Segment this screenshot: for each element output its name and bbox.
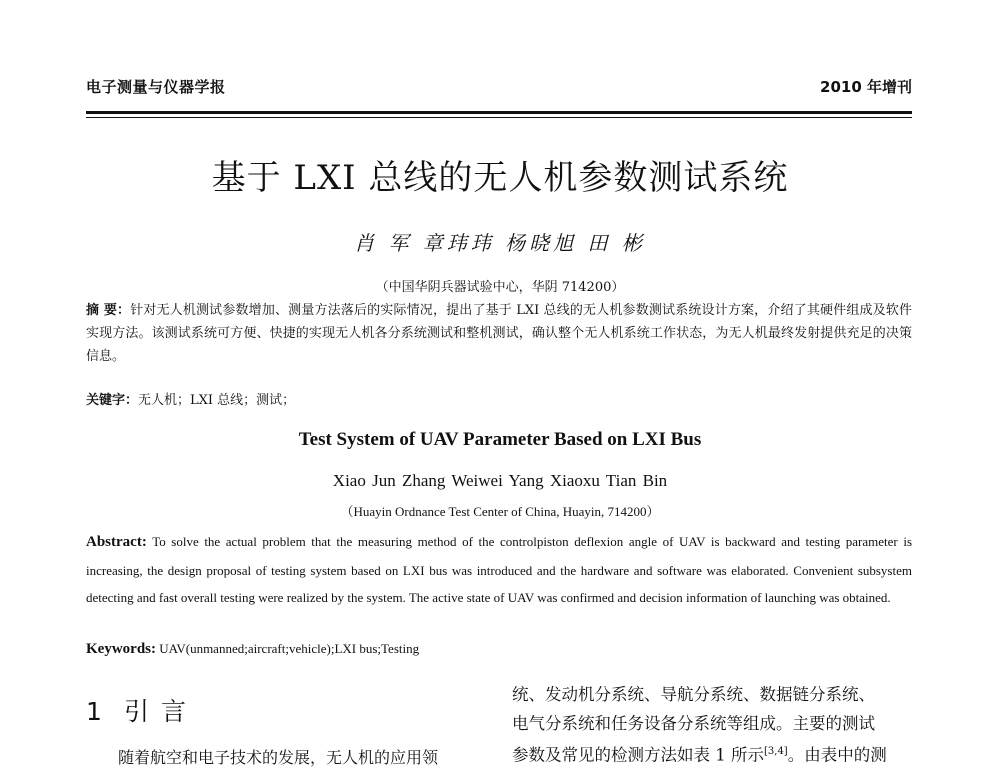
body-right-line3-tail: 。由表中的测 [787,745,887,765]
journal-name: 电子测量与仪器学报 [86,78,226,96]
abstract-en-label: Abstract: [86,534,147,550]
abstract-cn [86,299,912,368]
body-right-line3-text: 参数及常见的检测方法如表 1 所示 [512,745,764,765]
paper-title-cn: 基于 LXI 总线的无人机参数测试系统 [211,158,789,198]
affiliation-en: （Huayin Ordnance Test Center of China, Huayin, 714200） [340,504,660,519]
abstract-en [86,528,912,612]
abstract-cn-text: 针对无人机测试参数增加、测量方法落后的实际情况，提出了基于 LXI 总线的无人机参数测试系统设计方案，介绍了其硬件组成及软件实现方法。该测试系统可方便、快捷的实现无人机各分系统测试和整机测试，确认整个无人机系统工作状态，为无人机最终发射提供充足的决策信息。 [86,303,912,364]
keywords-cn [86,389,295,408]
section-title: 引言 [124,697,199,726]
body-right-line: 电气分系统和任务设备分系统等组成。主要的测试 [512,713,875,733]
header-rule-thin [86,117,912,118]
keywords-en-label: Keywords: [86,641,156,657]
abstract-cn-label: 摘 要： [86,303,131,318]
abstract-en-text: To solve the actual problem that the measuring method of the controlpiston deflexion angle of UAV is backward and testing parameter is increasing, the design proposal of testing system based on LXI bus was introduced and the hardware and software was elaborated. Convenient subsystem detecting and fast overall testing were realized by the system. The active state of UAV was confirmed and decision information of launching was obtained. [86,534,913,605]
keywords-en-text: UAV(unmanned;aircraft;vehicle);LXI bus;Testing [159,641,420,656]
journal-issue: 2010 年增刊 [820,78,912,96]
keywords-cn-label: 关键字： [86,393,139,408]
keywords-cn-text: 无人机；LXI 总线；测试； [138,393,296,408]
body-text-left: 随着航空和电子技术的发展，无人机的应用领 [118,748,439,767]
affiliation-cn: （中国华阴兵器试验中心，华阴 714200） [375,280,625,295]
keywords-en [86,641,419,658]
citation-ref: [3,4] [764,746,788,757]
section-heading [86,692,198,728]
body-text-right [512,681,912,770]
body-right-line: 统、发动机分系统、导航分系统、数据链分系统、 [512,685,875,704]
authors-cn: 肖 军 章玮玮 杨晓旭 田 彬 [354,231,646,255]
authors-en: Xiao Jun Zhang Weiwei Yang Xiaoxu Tian Bin [332,471,668,490]
paper-title-en: Test System of UAV Parameter Based on LXI Bus [298,429,702,450]
body-right-line [512,738,912,770]
section-number: 1 [86,697,102,726]
header-rule-thick [86,111,912,114]
